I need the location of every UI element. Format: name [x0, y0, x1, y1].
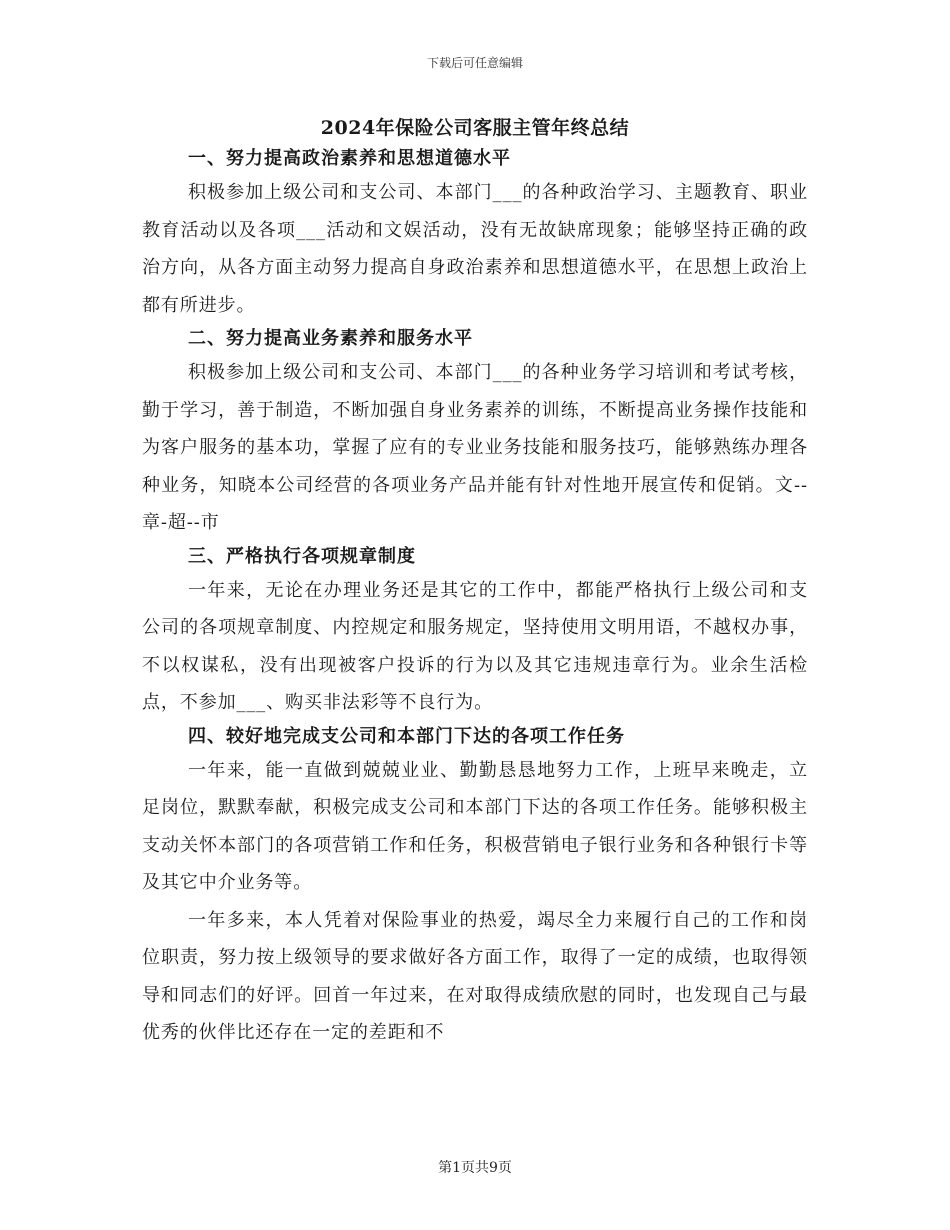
- section-1: [142, 144, 808, 324]
- section-4: [142, 722, 808, 1052]
- section-heading: 二、努力提高业务素养和服务水平: [188, 328, 473, 349]
- header-note: 下载后可任意编辑: [426, 56, 523, 70]
- page-footer: 第1页共9页: [438, 1160, 512, 1176]
- section-heading: 三、严格执行各项规章制度: [188, 545, 416, 567]
- section-heading: 一、努力提高政治素养和思想道德水平: [188, 148, 511, 169]
- document-title: 2024年保险公司客服主管年终总结: [320, 117, 630, 139]
- section-3: [142, 542, 808, 722]
- paragraph: 一年多来，本人凭着对保险事业的热爱，竭尽全力来履行自己的工作和岗位职责，努力按上级领导的要求做好各方面工作，取得了一定的成绩，也取得领导和同志们的好评。回首一年过来，在对取得成绩欣慰的同时，也发现自己与最优秀的伙伴比还存在一定的差距和不: [142, 909, 808, 1043]
- section-heading: 四、较好地完成支公司和本部门下达的各项工作任务: [188, 725, 625, 747]
- document-body: [142, 112, 808, 1052]
- paragraph: 积极参加上级公司和支公司、本部门___的各种业务学习培训和考试考核，勤于学习，善于制造，不断加强自身业务素养的训练，不断提高业务操作技能和为客户服务的基本功，掌握了应有的专业业务技能和服务技巧，能够熟练办理各种业务，知晓本公司经营的各项业务产品并能有针对性地开展宣传和促销。文--章-超--市: [142, 362, 808, 533]
- paragraph: 一年来，无论在办理业务还是其它的工作中，都能严格执行上级公司和支公司的各项规章制度、内控规定和服务规定，坚持使用文明用语，不越权办事，不以权谋私，没有出现被客户投诉的行为以及其它违规违章行为。业余生活检点，不参加___、购买非法彩等不良行为。: [142, 579, 808, 713]
- section-2: [142, 324, 808, 542]
- paragraph: 积极参加上级公司和支公司、本部门___的各种政治学习、主题教育、职业教育活动以及各项___活动和文娱活动，没有无故缺席现象；能够坚持正确的政治方向，从各方面主动努力提高自身政治素养和思想道德水平，在思想上政治上都有所进步。: [142, 182, 808, 316]
- paragraph: 一年来，能一直做到兢兢业业、勤勤恳恳地努力工作，上班早来晚走，立足岗位，默默奉献，积极完成支公司和本部门下达的各项工作任务。能够积极主支动关怀本部门的各项营销工作和任务，积极营销电子银行业务和各种银行卡等及其它中介业务等。: [142, 759, 808, 893]
